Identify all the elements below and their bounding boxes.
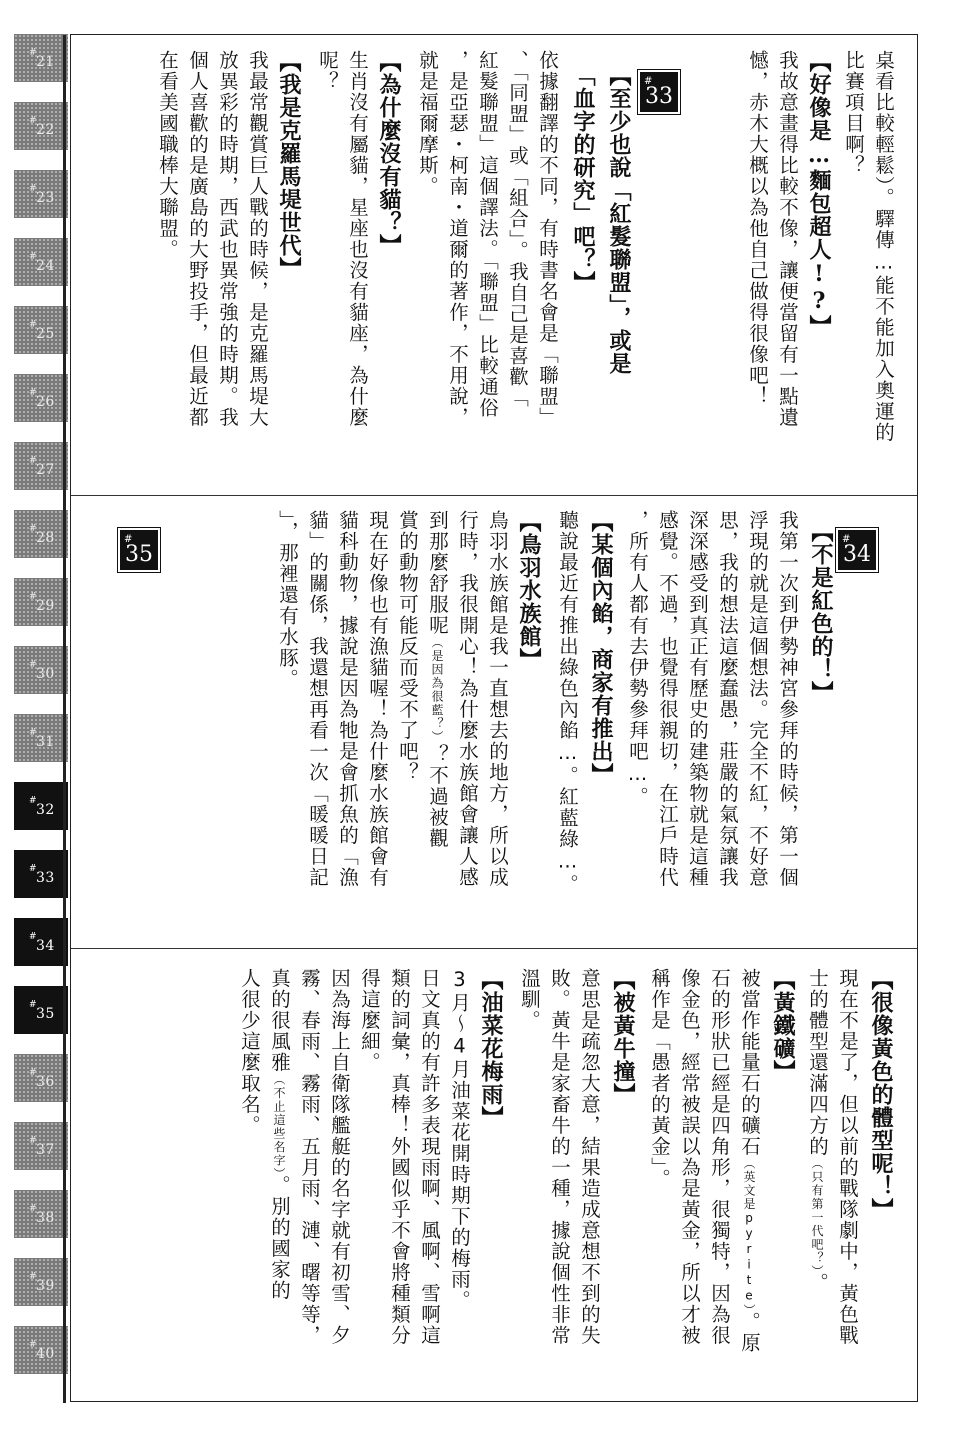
- chapter-tab-29[interactable]: # 29: [14, 578, 68, 627]
- chapter-tab-40[interactable]: # 40: [14, 1326, 68, 1375]
- text-line: 意思是疏忽大意，結果造成意想不到的失: [578, 968, 601, 1346]
- text-line-with-note: 被當作能量石的礦石（英文是pyrite）。原: [738, 968, 761, 1354]
- text-line: 鳥羽水族館是我一直想去的地方，所以成: [486, 510, 509, 888]
- text-line: ，是亞瑟・柯南・道爾的著作，不用說，: [446, 50, 469, 428]
- text-line: 深深感受到真正有歷史的建築物就是這種: [686, 510, 709, 888]
- heading: 【至少也說「紅髮聯盟」，或是: [606, 64, 632, 375]
- heading: 【油菜花梅雨】: [478, 968, 504, 1129]
- chapter-tab-28[interactable]: # 28: [14, 510, 68, 559]
- chapter-tab-32[interactable]: # 32: [14, 782, 68, 831]
- heading: 【不是紅色的！】: [808, 520, 834, 704]
- chapter-tab-33[interactable]: # 33: [14, 850, 68, 899]
- heading: 【好像是…麵包超人!?】: [806, 50, 832, 338]
- text-line: 賞的動物可能反而受不了吧？: [396, 510, 419, 783]
- text-line: 現在好像也有漁貓喔！為什麼水族館會有: [366, 510, 389, 888]
- text-line: 得這麼細。: [358, 968, 381, 1073]
- heading: 【為什麼沒有貓？】: [376, 50, 402, 257]
- chapter-tab-26[interactable]: # 26: [14, 374, 68, 423]
- text-line: 我故意畫得比較不像，讓便當留有一點遺: [776, 50, 799, 428]
- chapter-tab-37[interactable]: # 37: [14, 1122, 68, 1171]
- heading: 【被黃牛撞】: [610, 968, 636, 1106]
- text-line: 紅髮聯盟」這個譯法。「聯盟」比較通俗: [476, 50, 499, 419]
- text-line: 浮現的就是這個想法。完全不紅，不好意: [746, 510, 769, 888]
- section-divider-1: [71, 495, 917, 496]
- chapter-tab-21[interactable]: # 21: [14, 34, 68, 83]
- section-divider-2: [71, 948, 917, 949]
- text-line-with-note: 士的體型還滿四方的（只有第一代吧？）。: [806, 968, 829, 1294]
- chapter-tab-24[interactable]: # 24: [14, 238, 68, 287]
- text-line: 個人喜歡的是廣島的大野投手，但最近都: [186, 50, 209, 428]
- heading: 【黃鐵礦】: [770, 968, 796, 1083]
- section-number-34: # 34: [836, 528, 878, 572]
- chapter-tab-23[interactable]: # 23: [14, 170, 68, 219]
- text-line: 感覺。不過，也覺得很親切，在江戶時代: [656, 510, 679, 888]
- text-line: 生肖沒有屬貓，星座也沒有貓座，為什麼: [346, 50, 369, 428]
- text-line: 憾，赤木大概以為他自己做得很像吧！: [746, 50, 769, 407]
- chapter-tab-36[interactable]: # 36: [14, 1054, 68, 1103]
- chapter-tab-22[interactable]: # 22: [14, 102, 68, 151]
- text-line: 桌看比較輕鬆）。驛傳…能不能加入奧運的: [872, 50, 895, 443]
- text-line: 依據翻譯的不同，有時書名會是「聯盟」: [536, 50, 559, 428]
- text-line: 3月～4月油菜花開時期下的梅雨。: [448, 968, 471, 1311]
- text-line-with-note: 真的很風雅（不止這些名字）。別的國家的: [268, 968, 291, 1301]
- frame-rule-thick: [63, 35, 66, 1403]
- chapter-tab-25[interactable]: # 25: [14, 306, 68, 355]
- text-line: 霧、春雨、霧雨、五月雨、漣、曙等等，: [298, 968, 321, 1346]
- text-line: 現在不是了，但以前的戰隊劇中，黃色戰: [836, 968, 859, 1346]
- text-line: 比賽項目啊？: [842, 50, 865, 176]
- text-line: 因為海上自衛隊艦艇的名字就有初雪、夕: [328, 968, 351, 1346]
- text-line: 敗。黃牛是家畜牛的一種，據說個性非常: [548, 968, 571, 1346]
- chapter-tab-34[interactable]: # 34: [14, 918, 68, 967]
- chapter-tab-35[interactable]: # 35: [14, 986, 68, 1035]
- chapter-tab-39[interactable]: # 39: [14, 1258, 68, 1307]
- chapter-tab-30[interactable]: # 30: [14, 646, 68, 695]
- text-line: 像金色，經常被誤以為是黃金，所以才被: [678, 968, 701, 1346]
- text-line: 人很少這麼取名。: [238, 968, 261, 1136]
- text-line: 思，我的想法這麼蠢愚，莊嚴的氣氛讓我: [716, 510, 739, 888]
- text-line: 溫馴。: [518, 968, 541, 1031]
- chapter-tab-27[interactable]: # 27: [14, 442, 68, 491]
- text-line: 日文真的有許多表現雨啊、風啊、雪啊這: [418, 968, 441, 1346]
- text-line: ，所有人都有去伊勢參拜吧…。: [626, 510, 649, 808]
- text-line-with-note: 到那麼舒服呢（是因為很藍？）？不過被觀: [426, 510, 449, 849]
- heading: 「血字的研究」吧？】: [570, 64, 596, 294]
- text-line: 貓」的關係，我還想再看一次「暖暖日記: [306, 510, 329, 888]
- text-line: 呢？: [316, 50, 339, 92]
- heading: 【鳥羽水族館】: [516, 510, 542, 671]
- text-line: 類的詞彙，真棒！外國似乎不會將種類分: [388, 968, 411, 1346]
- text-line: 貓科動物，據說是因為牠是會抓魚的「漁: [336, 510, 359, 888]
- text-line: 行時，我很開心！為什麼水族館會讓人感: [456, 510, 479, 888]
- text-line: 就是福爾摩斯。: [416, 50, 439, 197]
- chapter-tab-31[interactable]: # 31: [14, 714, 68, 763]
- text-line: 我第一次到伊勢神宮參拜的時候，第一個: [776, 510, 799, 888]
- text-line: 在看美國職棒大聯盟。: [156, 50, 179, 260]
- heading: 【很像黃色的體型呢！】: [868, 968, 894, 1221]
- chapter-tab-strip: [14, 34, 68, 1402]
- section-number-35: # 35: [118, 528, 160, 572]
- text-line: 我最常觀賞巨人戰的時候，是克羅馬堤大: [246, 50, 269, 428]
- heading: 【我是克羅馬堤世代】: [276, 50, 302, 280]
- section-number-33: # 33: [638, 70, 680, 114]
- chapter-tab-38[interactable]: # 38: [14, 1190, 68, 1239]
- text-line: 放異彩的時期，西武也異常強的時期。我: [216, 50, 239, 428]
- text-line: 」，那裡還有水豚。: [276, 510, 299, 690]
- text-line: 稱作是「愚者的黃金」。: [648, 968, 671, 1190]
- heading: 【某個內餡，商家有推出】: [588, 510, 614, 786]
- text-line: 、「同盟」或「組合」。我自己是喜歡「: [506, 50, 529, 409]
- text-line: 石的形狀已經是四角形，很獨特，因為很: [708, 968, 731, 1346]
- text-line: 聽說最近有推出綠色內餡…。紅藍綠…。: [556, 510, 579, 895]
